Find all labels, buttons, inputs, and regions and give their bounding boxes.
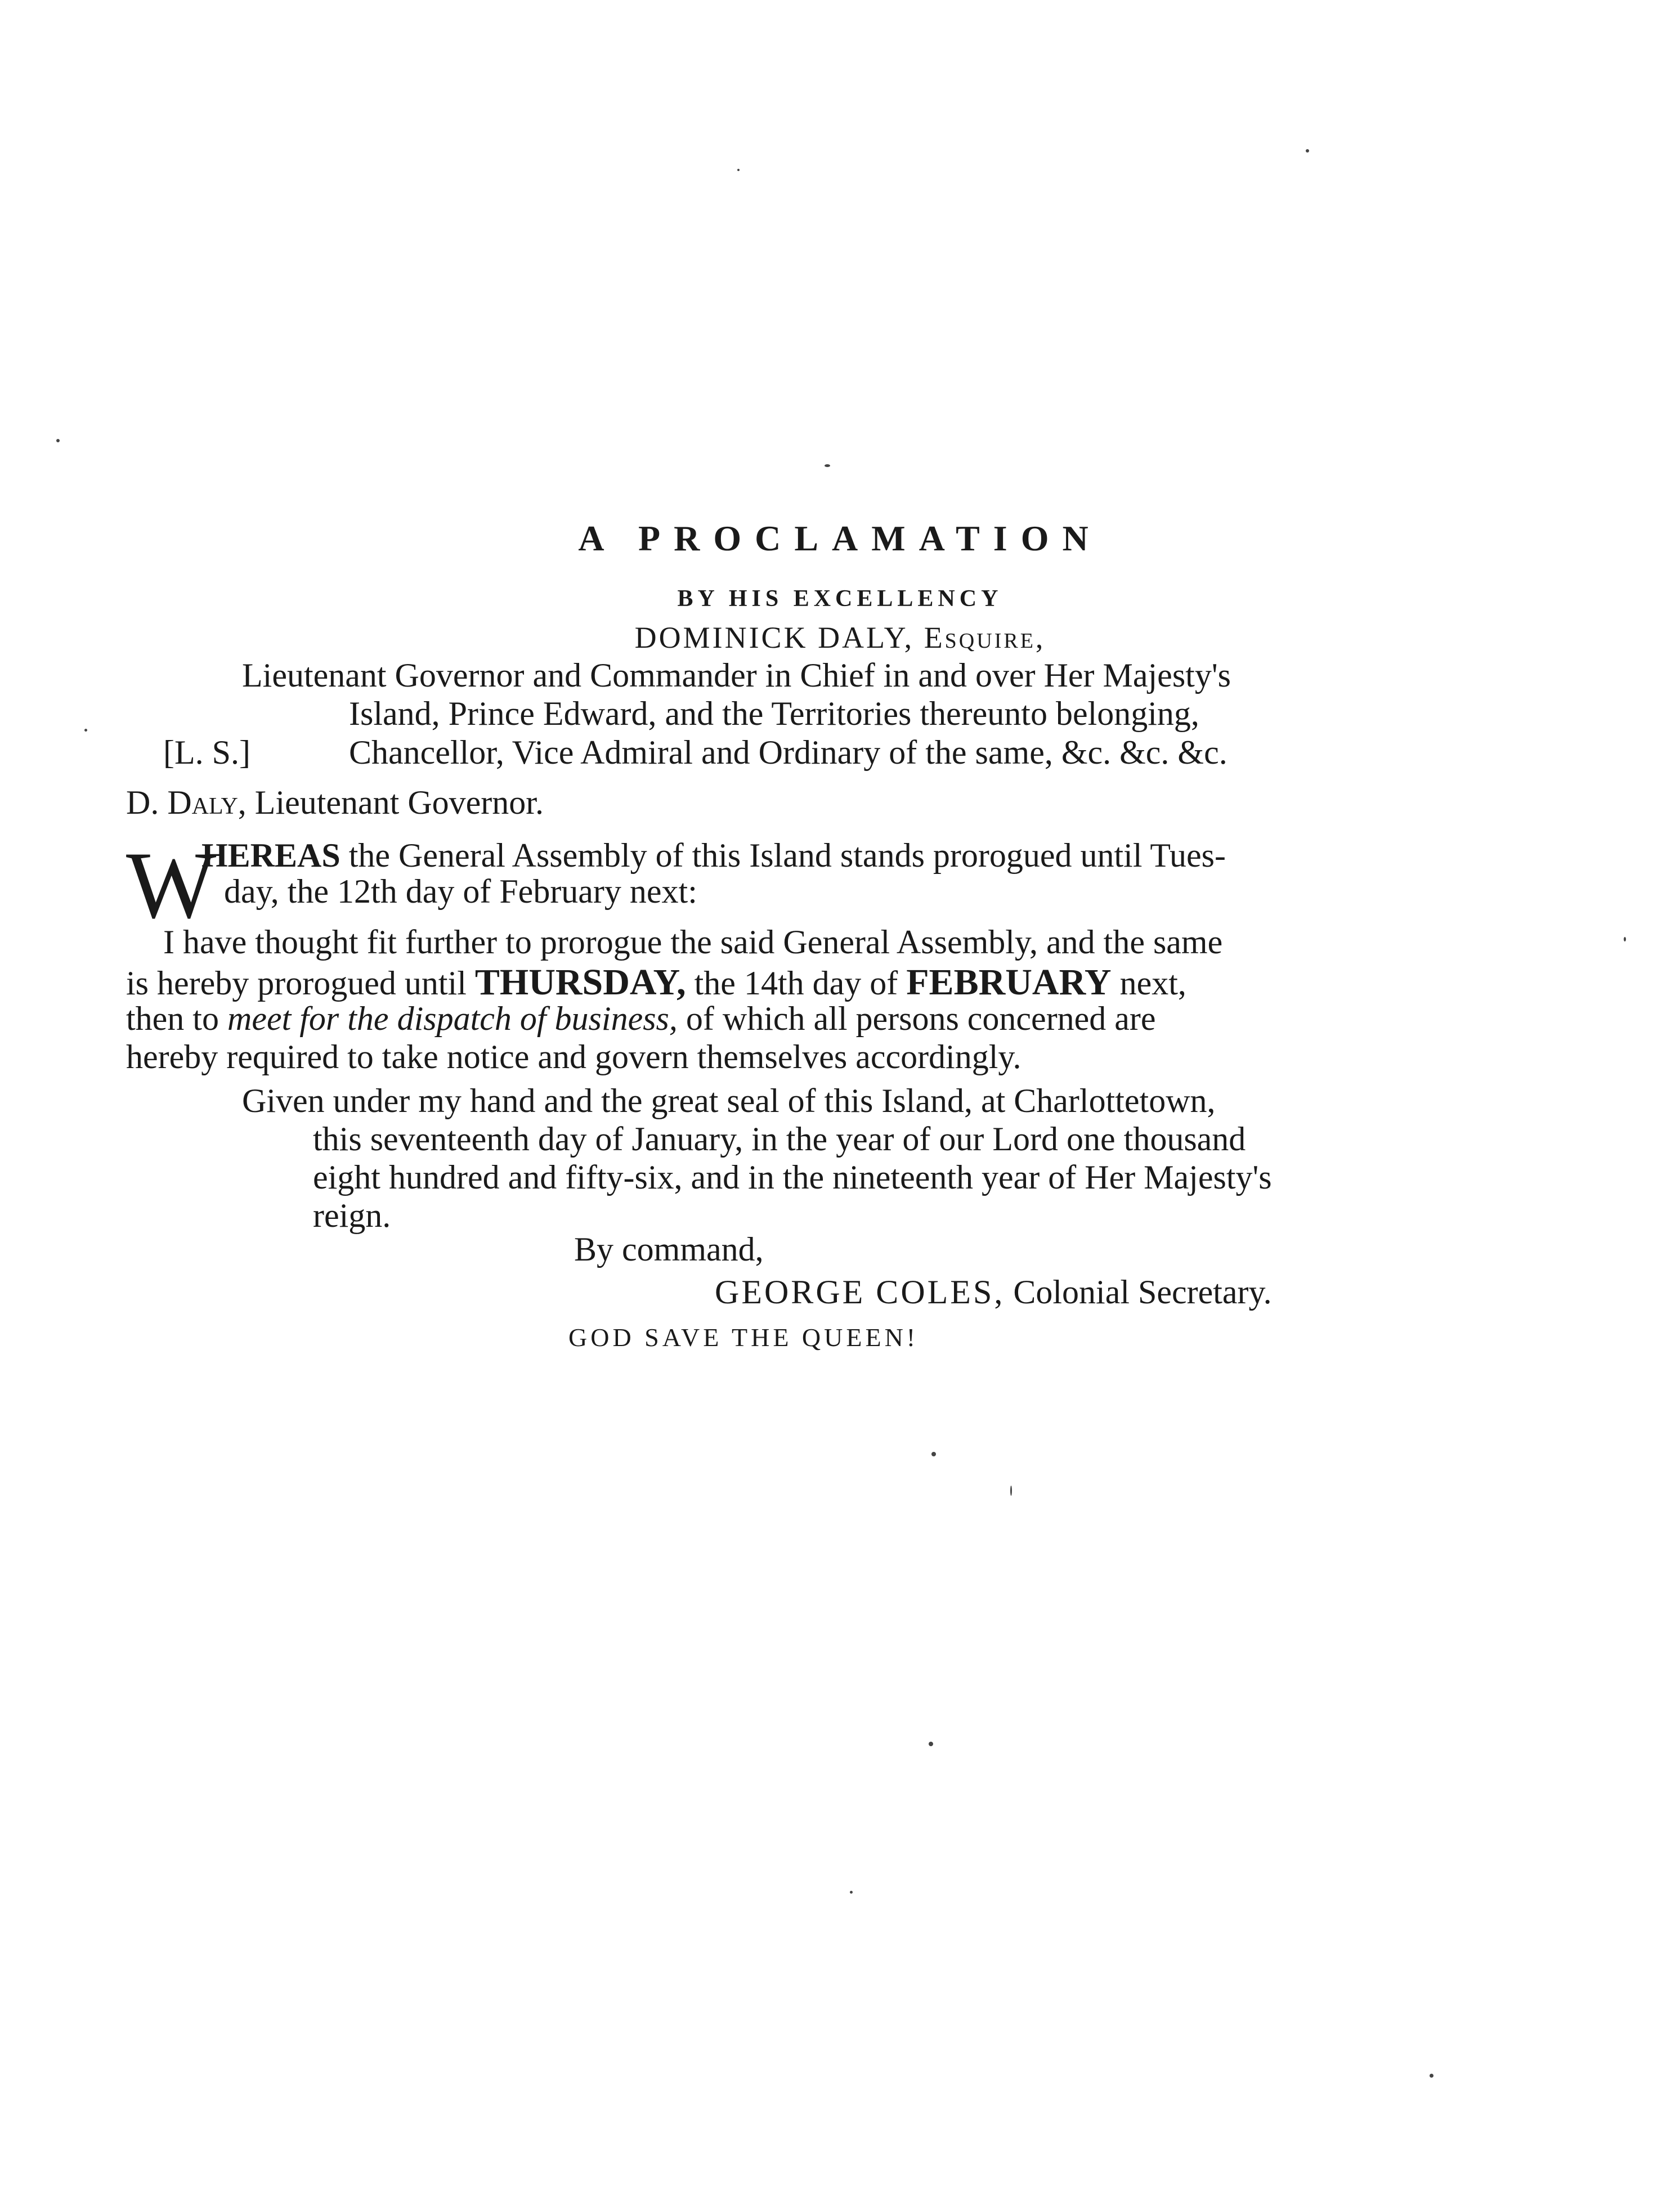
governor-name: DOMINICK DALY,	[634, 621, 915, 654]
closing-line: GOD SAVE THE QUEEN!	[568, 1323, 919, 1352]
body-line-2	[126, 961, 1186, 1004]
governor-suffix: Esquire,	[924, 621, 1046, 654]
body-line-3-a: then to	[126, 1000, 219, 1037]
whereas-line-1-rest: the General Assembly of this Island stands prorogued until Tues-	[348, 837, 1226, 874]
whereas-dropcap: W	[126, 832, 217, 938]
signature-initial: D.	[126, 784, 159, 821]
body-line-1: I have thought fit further to prorogue the said General Assembly, and the same	[163, 923, 1223, 961]
paper-speck	[850, 1891, 853, 1894]
paper-speck	[931, 1452, 936, 1456]
secretary-line	[715, 1273, 1272, 1312]
paper-speck	[1430, 2074, 1433, 2078]
body-line-2-e: next,	[1119, 965, 1186, 1002]
body-thursday: THURSDAY,	[474, 962, 686, 1003]
paper-speck	[1306, 149, 1309, 153]
signature-line	[126, 783, 544, 822]
by-command: By command,	[574, 1231, 764, 1268]
signature-role: Lieutenant Governor.	[254, 784, 544, 821]
given-line-3: eight hundred and fifty-six, and in the nineteenth year of Her Majesty's	[313, 1159, 1272, 1196]
body-line-4: hereby required to take notice and govern themselves accordingly.	[126, 1038, 1022, 1075]
seal-marker: [L. S.]	[163, 734, 250, 771]
body-line-2-c: the 14th day of	[694, 965, 898, 1002]
governor-line	[0, 620, 1680, 655]
secretary-title: Colonial Secretary.	[1013, 1273, 1272, 1311]
body-line-3	[126, 999, 1156, 1038]
paper-speck	[1010, 1486, 1012, 1496]
by-his-excellency: BY HIS EXCELLENCY	[677, 586, 1003, 612]
body-line-3-italic: meet for the dispatch of business,	[227, 1000, 678, 1037]
page-title: A PROCLAMATION	[578, 518, 1102, 558]
paper-speck	[1624, 937, 1626, 941]
paper-speck	[84, 729, 87, 732]
given-line-4: reign.	[313, 1197, 391, 1234]
whereas-line-2: day, the 12th day of February next:	[224, 873, 697, 910]
given-line-1: Given under my hand and the great seal of this Island, at Charlottetown,	[242, 1082, 1216, 1119]
paper-speck	[737, 169, 740, 171]
whereas-lead: HEREAS	[201, 837, 341, 874]
titles-line-2: Island, Prince Edward, and the Territories thereunto belonging,	[349, 695, 1199, 732]
paper-speck	[56, 439, 60, 442]
titles-line-3: Chancellor, Vice Admiral and Ordinary of the same, &c. &c. &c.	[349, 734, 1227, 771]
signature-surname: Daly,	[167, 784, 247, 821]
body-line-3-c: of which all persons concerned are	[686, 1000, 1156, 1037]
body-line-2-a: is hereby prorogued until	[126, 965, 467, 1002]
titles-line-1: Lieutenant Governor and Commander in Chief in and over Her Majesty's	[242, 657, 1231, 694]
whereas-line-1	[201, 836, 1226, 875]
paper-speck	[929, 1742, 933, 1746]
given-line-2: this seventeenth day of January, in the year of our Lord one thousand	[313, 1120, 1246, 1158]
body-february: FEBRUARY	[906, 962, 1112, 1003]
paper-speck	[825, 464, 830, 467]
secretary-name: GEORGE COLES,	[715, 1273, 1005, 1311]
